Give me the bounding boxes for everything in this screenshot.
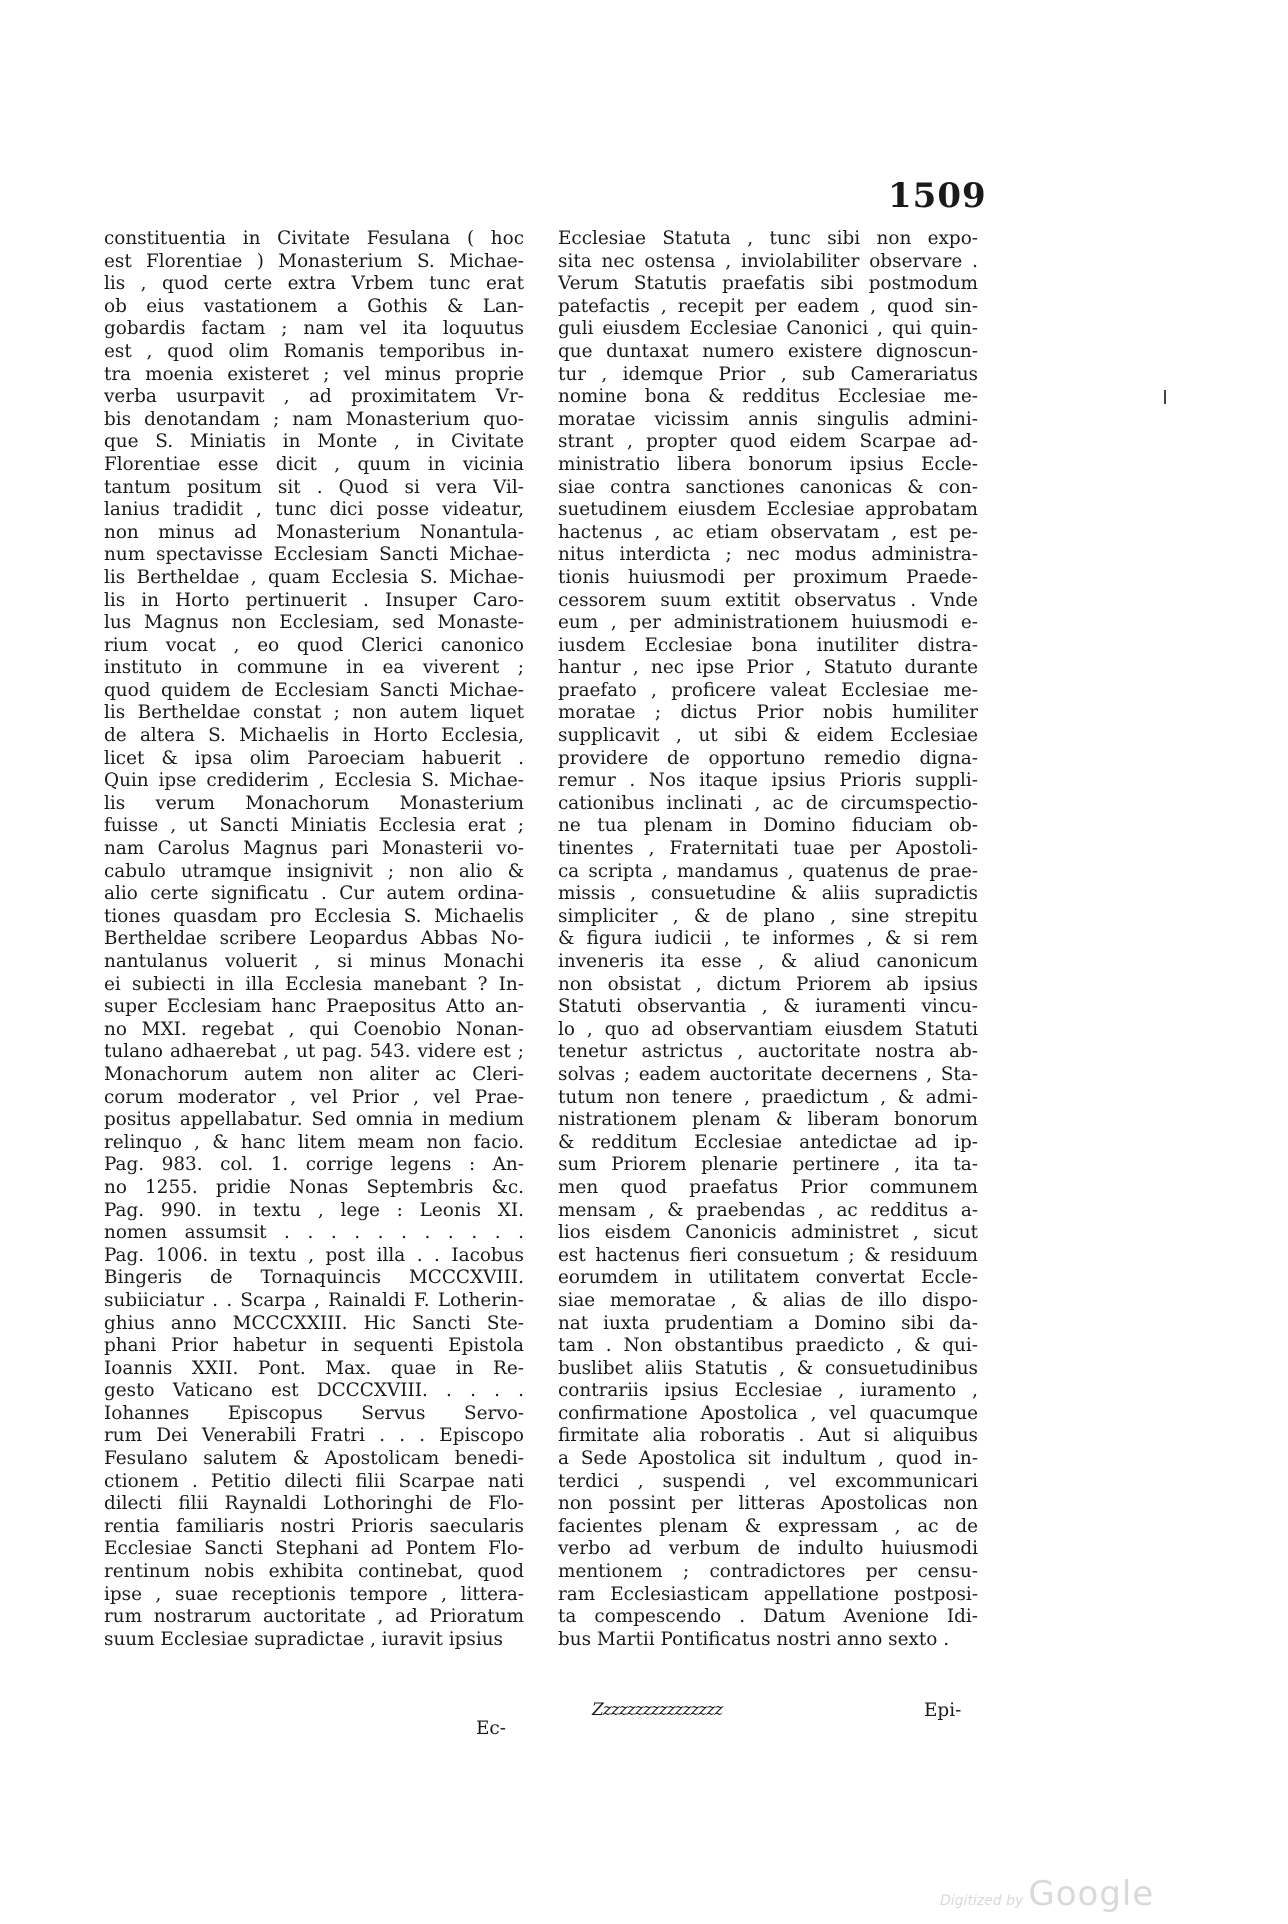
text-line: positus appellabatur. Sed omnia in medium [104,1109,524,1131]
text-line: licet & ipsa olim Paroeciam habuerit . [104,747,524,769]
right-catchword: Epi- [924,1700,962,1721]
text-line: nitus interdicta ; nec modus administra- [558,544,978,566]
text-line: rium vocat , eo quod Clerici canonico [104,634,524,656]
text-line: quod quidem de Ecclesiam Sancti Michae- [104,679,524,701]
text-line: remur . Nos itaque ipsius Prioris suppli- [558,770,978,792]
text-line: hactenus , ac etiam observatam , est pe- [558,521,978,543]
text-line: cationibus inclinati , ac de circumspectio- [558,792,978,814]
text-line: lios eisdem Canonicis administret , sicut [558,1222,978,1244]
text-line: guli eiusdem Ecclesiae Canonici , qui quin- [558,318,978,340]
text-line: sita nec ostensa , inviolabiliter observare . [558,250,978,272]
text-line: siae contra sanctiones canonicas & con- [558,476,978,498]
text-line: moratae vicissim annis singulis admini- [558,408,978,430]
text-line: lanius tradidit , tunc dici posse videatur, [104,499,524,521]
text-line: suetudinem eiusdem Ecclesiae approbatam [558,499,978,521]
text-line: bus Martii Pontificatus nostri anno sexto . [558,1628,950,1650]
text-line: Pag. 983. col. 1. corrige legens : An- [104,1154,524,1176]
text-line: solvas ; eadem auctoritate decernens , Sta- [558,1063,978,1085]
text-line: Verum Statutis praefatis sibi postmodum [558,273,978,295]
text-line: tinentes , Fraternitati tuae per Apostoli- [558,838,978,860]
text-line: est Florentiae ) Monasterium S. Michae- [104,250,524,272]
text-line: rum nostrarum auctoritate , ad Prioratum [104,1606,524,1628]
text-line: & figura iudicii , te informes , & si rem [558,928,978,950]
text-line: ca scripta , mandamus , quatenus de prae- [558,860,978,882]
text-line: praefato , proficere valeat Ecclesiae me- [558,679,978,701]
text-line: ram Ecclesiasticam appellatione postposi- [558,1583,978,1605]
digitized-watermark [940,1874,1154,1914]
text-line: a Sede Apostolica sit indultum , quod in- [558,1448,978,1470]
text-line: lis verum Monachorum Monasterium [104,792,524,814]
text-line: suum Ecclesiae supradictae , iuravit ipsius [104,1628,503,1650]
text-line: Florentiae esse dicit , quum in vicinia [104,453,524,475]
text-line: Fesulano salutem & Apostolicam benedi- [104,1448,524,1470]
text-line: strant , propter quod eidem Scarpae ad- [558,431,978,453]
text-line: inveneris ita esse , & aliud canonicum [558,951,978,972]
text-line: Statuti observantia , & iuramenti vincu- [558,996,978,1018]
text-line: confirmatione Apostolica , vel quacumque [558,1402,978,1424]
text-line: mentionem ; contradictores per censu- [558,1561,978,1583]
text-line: ghius anno MCCCXXIII. Hic Sancti Ste- [104,1312,524,1334]
text-line: gesto Vaticano est DCCCXVIII. . . . . [104,1380,524,1402]
page-number: 1509 [888,176,987,216]
text-line: lis Bertheldae , quam Ecclesia S. Michae- [104,566,524,588]
text-line: Ecclesiae Sancti Stephani ad Pontem Flo- [104,1538,524,1560]
text-line: Iohannes Episcopus Servus Servo- [104,1402,524,1424]
text-line: tiones quasdam pro Ecclesia S. Michaelis [104,905,524,927]
text-line: tur , idemque Prior , sub Camerariatus [558,363,978,385]
left-text-column [104,228,524,1651]
text-line: est , quod olim Romanis temporibus in- [104,340,524,362]
signature-mark: Zzzzzzzzzzzzzzzz [592,1700,723,1720]
text-line: tenetur astrictus , auctoritate nostra ab- [558,1041,978,1063]
text-line: cabulo utramque insignivit ; non alio & [104,860,524,882]
text-line: ei subiecti in illa Ecclesia manebant ? In- [104,973,524,995]
text-line: no 1255. pridie Nonas Septembris &c. [104,1176,524,1198]
left-catchword: Ec- [476,1718,506,1739]
text-line: corum moderator , vel Prior , vel Prae- [104,1086,524,1108]
text-line: nistrationem plenam & liberam bonorum [558,1109,978,1131]
text-line: fuisse , ut Sancti Miniatis Ecclesia erat ; [104,815,524,837]
text-line: Pag. 990. in textu , lege : Leonis XI. [104,1199,524,1221]
text-line: subiiciatur . . Scarpa , Rainaldi F. Lotherin- [104,1289,524,1311]
text-line: gobardis factam ; nam vel ita loquutus [104,318,524,340]
text-line: que duntaxat numero existere dignoscun- [558,340,978,362]
text-line: ipse , suae receptionis tempore , littera- [104,1583,524,1605]
text-line: patefactis , recepit per eadem , quod sin- [558,295,978,317]
text-line: lis , quod certe extra Vrbem tunc erat [104,273,524,295]
text-line: lis in Horto pertinuerit . Insuper Caro- [104,589,524,611]
text-line: rentinum nobis exhibita continebat, quod [104,1561,524,1583]
text-line: tam . Non obstantibus praedicto , & qui- [558,1335,978,1357]
watermark-logo-text: Google [1028,1874,1155,1914]
text-line: rum Dei Venerabili Fratri . . . Episcopo [104,1425,524,1447]
text-line: siae memoratae , & alias de illo dispo- [558,1289,978,1311]
text-line: mensam , & praebendas , ac redditus a- [558,1199,978,1221]
text-line: eum , per administrationem huiusmodi e- [558,612,978,634]
text-line: Quin ipse crediderim , Ecclesia S. Michae- [104,770,524,792]
text-line: ctionem . Petitio dilecti filii Scarpae nati [104,1470,524,1492]
text-line: Ioannis XXII. Pont. Max. quae in Re- [104,1357,524,1379]
text-line: ne tua plenam in Domino fiduciam ob- [558,815,978,837]
text-line: lis Bertheldae constat ; non autem liquet [104,702,524,724]
text-line: rentia familiaris nostri Prioris saecularis [104,1515,524,1537]
text-line: & redditum Ecclesiae antedictae ad ip- [558,1131,978,1153]
text-line: ta compescendo . Datum Avenione Idi- [558,1606,978,1628]
text-line: ob eius vastationem a Gothis & Lan- [104,295,524,317]
text-line: nomen assumsit . . . . . . . . . . . [104,1222,524,1244]
text-line: nam Carolus Magnus pari Monasterii vo- [104,838,524,860]
text-line: men quod praefatus Prior communem [558,1176,978,1198]
text-line: contrariis ipsius Ecclesiae , iuramento , [558,1380,978,1402]
text-line: constituentia in Civitate Fesulana ( hoc [104,228,524,249]
text-line: firmitate alia roboratis . Aut si aliquibus [558,1425,978,1447]
text-line: non minus ad Monasterium Nonantula- [104,521,524,543]
text-line: ministratio libera bonorum ipsius Eccle- [558,453,978,475]
text-line: eorumdem in utilitatem convertat Eccle- [558,1267,978,1289]
margin-mark [1164,390,1166,404]
text-line: hantur , nec ipse Prior , Statuto durante [558,657,978,679]
text-line: dilecti filii Raynaldi Lothoringhi de Flo- [104,1493,524,1515]
text-line: non obsistat , dictum Priorem ab ipsius [558,973,978,995]
right-text-column [558,228,978,1651]
text-line: de altera S. Michaelis in Horto Ecclesia, [104,725,524,747]
text-line: providere de opportuno remedio digna- [558,747,978,769]
text-line: Bertheldae scribere Leopardus Abbas No- [104,928,524,950]
text-line: buslibet aliis Statutis , & consuetudinibus [558,1357,978,1379]
text-line: no MXI. regebat , qui Coenobio Nonan- [104,1018,524,1040]
text-line: bis denotandam ; nam Monasterium quo- [104,408,524,430]
text-line: nomine bona & redditus Ecclesiae me- [558,386,978,408]
text-line: que S. Miniatis in Monte , in Civitate [104,431,524,453]
text-line: Bingeris de Tornaquincis MCCCXVIII. [104,1267,524,1289]
text-line: tra moenia existeret ; vel minus proprie [104,363,524,385]
text-line: iusdem Ecclesiae bona inutiliter distra- [558,634,978,656]
text-line: instituto in commune in ea viverent ; [104,657,524,679]
text-line: moratae ; dictus Prior nobis humiliter [558,702,978,724]
text-line: lus Magnus non Ecclesiam, sed Monaste- [104,612,524,634]
text-line: nat iuxta prudentiam a Domino sibi da- [558,1312,978,1334]
text-line: cessorem suum extitit observatus . Vnde [558,589,978,611]
text-line: Pag. 1006. in textu , post illa . . Iacobus [104,1244,524,1266]
text-line: relinquo , & hanc litem meam non facio. [104,1131,524,1153]
text-line: tionis huiusmodi per proximum Praede- [558,566,978,588]
text-line: non possint per litteras Apostolicas non [558,1493,978,1515]
text-line: facientes plenam & expressam , ac de [558,1515,978,1537]
text-line: terdici , suspendi , vel excommunicari [558,1470,978,1492]
text-line: supplicavit , ut sibi & eidem Ecclesiae [558,725,978,747]
text-line: tulano adhaerebat , ut pag. 543. videre est ; [104,1041,524,1063]
text-line: lo , quo ad observantiam eiusdem Statuti [558,1018,978,1040]
text-line: tutum non tenere , praedictum , & admi- [558,1086,978,1108]
text-line: simpliciter , & de plano , sine strepitu [558,905,978,927]
text-line: phani Prior habetur in sequenti Epistola [104,1335,524,1357]
text-line: Ecclesiae Statuta , tunc sibi non expo- [558,228,978,249]
text-line: est hactenus fieri consuetum ; & residuum [558,1244,978,1266]
text-line: num spectavisse Ecclesiam Sancti Michae- [104,544,524,566]
text-line: sum Priorem plenarie pertinere , ita ta- [558,1154,978,1176]
watermark-small-text: Digitized by [940,1893,1024,1909]
text-line: verbo ad verbum de indulto huiusmodi [558,1538,978,1560]
text-line: alio certe significatu . Cur autem ordina- [104,883,524,905]
text-line: missis , consuetudine & aliis supradictis [558,883,978,905]
text-line: verba usurpavit , ad proximitatem Vr- [104,386,524,408]
text-line: tantum positum sit . Quod si vera Vil- [104,476,524,498]
text-line: Monachorum autem non aliter ac Cleri- [104,1063,524,1085]
text-line: nantulanus voluerit , si minus Monachi [104,951,524,972]
text-line: super Ecclesiam hanc Praepositus Atto an- [104,996,524,1018]
